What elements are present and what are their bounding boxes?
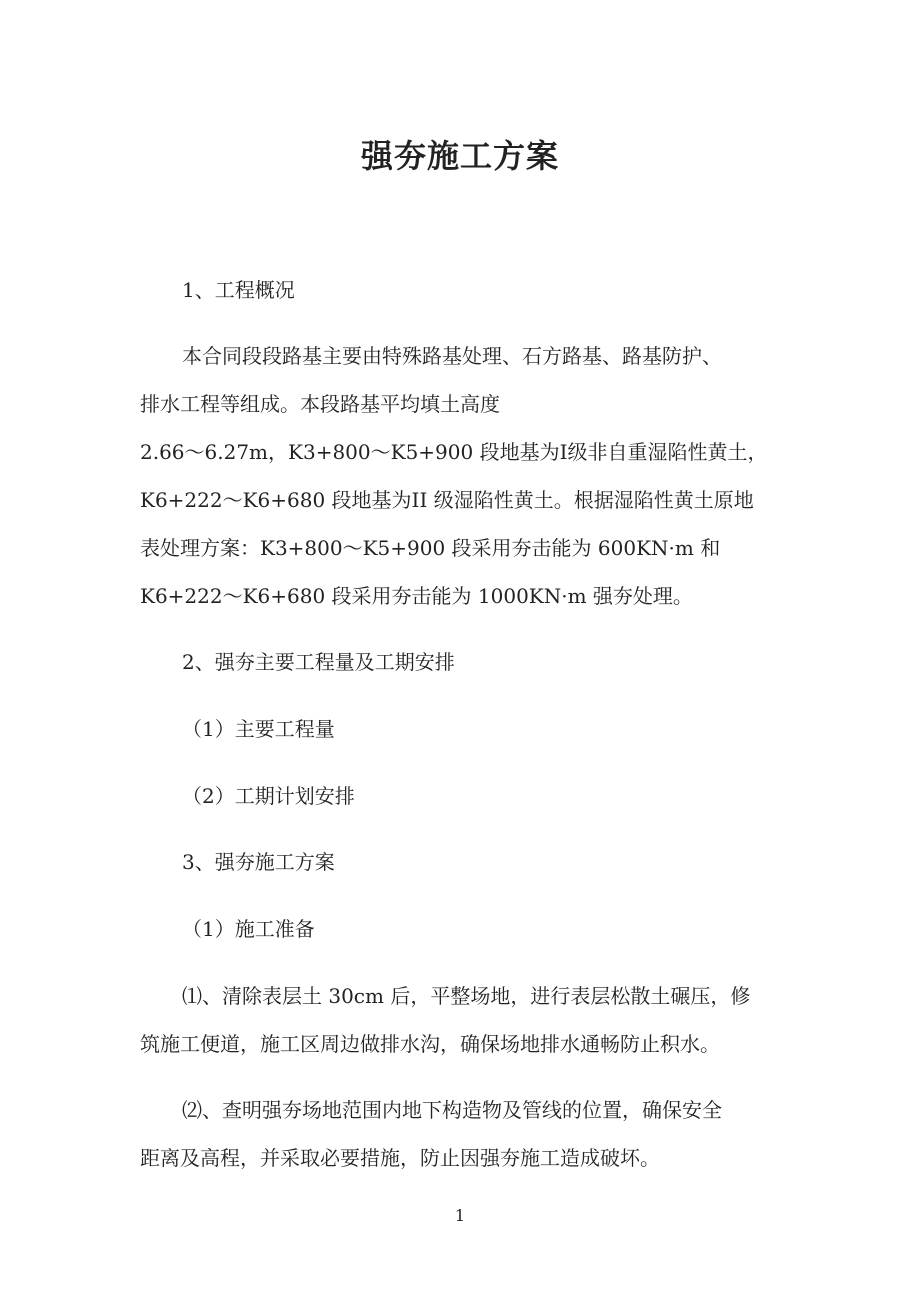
item-text: （1）主要工程量 (182, 717, 335, 741)
section-3-paragraph-1 (140, 972, 780, 1068)
section-3-item-1 (140, 905, 780, 953)
paragraph-line: ⑴、清除表层土 30cm 后，平整场地，进行表层松散土碾压，修 (182, 984, 751, 1008)
paragraph-line: 筑施工便道，施工区周边做排水沟，确保场地排水通畅防止积水。 (140, 1032, 720, 1056)
paragraph-line: K6+222～K6+680 段地基为II 级湿陷性黄土。根据湿陷性黄土原地 (140, 488, 754, 512)
paragraph-line: 距离及高程，并采取必要措施，防止因强夯施工造成破坏。 (140, 1146, 660, 1170)
section-2-heading (140, 638, 780, 686)
item-text: （1）施工准备 (182, 917, 315, 941)
heading-text: 2、强夯主要工程量及工期安排 (182, 650, 455, 674)
paragraph-line: 排水工程等组成。本段路基平均填土高度 (140, 392, 500, 416)
section-1-heading (140, 266, 780, 314)
paragraph-line: 本合同段段路基主要由特殊路基处理、石方路基、路基防护、 (182, 344, 722, 368)
paragraph-line: K6+222～K6+680 段采用夯击能为 1000KN·m 强夯处理。 (140, 584, 693, 608)
section-2-item-1 (140, 705, 780, 753)
heading-text: 1、工程概况 (182, 278, 295, 302)
paragraph-line: ⑵、查明强夯场地范围内地下构造物及管线的位置，确保安全 (182, 1098, 722, 1122)
document-title: 强夯施工方案 (360, 137, 559, 175)
section-3-heading (140, 838, 780, 886)
item-text: （2）工期计划安排 (182, 784, 355, 808)
section-2-item-2 (140, 772, 780, 820)
page-number: 1 (454, 1206, 466, 1225)
paragraph-line: 2.66～6.27m，K3+800～K5+900 段地基为Ⅰ级非自重湿陷性黄土， (140, 440, 768, 464)
section-3-paragraph-2 (140, 1086, 780, 1182)
section-1-paragraph (140, 332, 780, 620)
heading-text: 3、强夯施工方案 (182, 850, 335, 874)
paragraph-line: 表处理方案：K3+800～K5+900 段采用夯击能为 600KN·m 和 (140, 536, 721, 560)
